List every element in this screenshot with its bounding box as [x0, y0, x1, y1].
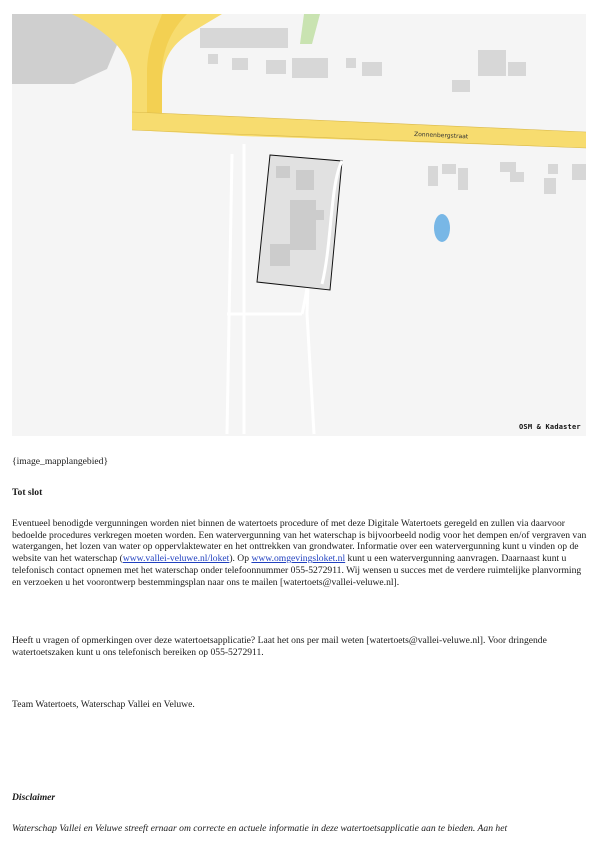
para-text-1: Eventueel benodigde vergunningen worden niet binnen de watertoets procedure of met deze Digitale Watertoets geregeld en zullen via daarvoor bedoelde procedures verkregen moeten worden. Een watervergunning van het waterschap is bijvoorbeeld nodig voor het dempen en/of vergraven van watergangen, het lozen van water op oppervlaktewater en het onttrekken van grondwater. Informatie over een watervergunning kunt u vinden op de website van het waterschap ( [12, 518, 587, 565]
map-credit: OSM & Kadaster [519, 423, 581, 431]
team-signature: Team Watertoets, Waterschap Vallei en Veluwe. [12, 699, 195, 710]
para-text-2: ). Op [229, 553, 252, 565]
plan-area-map [12, 14, 586, 436]
disclaimer-text: Waterschap Vallei en Veluwe streeft ernaar om correcte en actuele informatie in deze watertoetsapplicatie aan te bieden. Aan het [12, 823, 508, 834]
image-placeholder: {image_mapplangebied} [12, 456, 109, 467]
permits-paragraph [12, 518, 590, 588]
loket-link[interactable]: www.vallei-veluwe.nl/loket [122, 553, 230, 565]
map-water [434, 214, 450, 242]
omgevingsloket-link[interactable]: www.omgevingsloket.nl [251, 553, 346, 565]
section-heading: Tot slot [12, 487, 43, 498]
disclaimer-heading: Disclaimer [12, 792, 56, 803]
para-text-3: kunt u een watervergunning aanvragen. Daarnaast kunt u telefonisch contact opnemen met het waterschap onder telefoonnummer 055-5272911. Wij wensen u succes met de verdere ruimtelijke planvorming en verzoeken u het voorontwerp bestemmingsplan naar ons te mailen [watertoets@vallei-veluwe.nl]. [12, 553, 582, 588]
map-street-label: Zonnenbergstraat [413, 131, 469, 141]
questions-paragraph: Heeft u vragen of opmerkingen over deze watertoetsapplicatie? Laat het ons per mail weten [watertoets@vallei-veluwe.nl]. Voor dringende watertoetszaken kunt u ons telefonisch bereiken op 055-5272911. [12, 635, 547, 658]
